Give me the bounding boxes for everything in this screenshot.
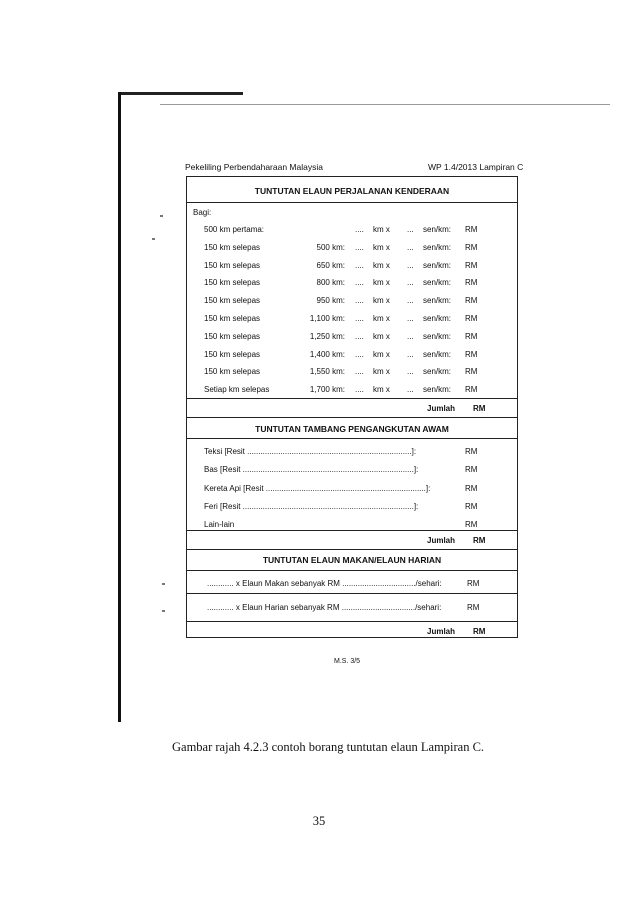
row-dots: .... [355, 349, 364, 359]
row-dots2: ... [407, 278, 414, 288]
divider [187, 549, 517, 550]
scan-speck [162, 610, 165, 612]
fare-row-label: Lain-lain [204, 520, 235, 530]
row-km: km x [373, 296, 390, 306]
row-rate: sen/km: [423, 278, 452, 288]
row-from: 1,700 km: [309, 385, 345, 395]
fare-row-label: Bas [Resit .............................................................................]: [204, 465, 419, 475]
section3-jumlah: Jumlah [427, 627, 456, 636]
row-label: Setiap km selepas [204, 385, 270, 395]
section1-jumlah-rm: RM [473, 404, 486, 413]
row-dots: .... [355, 260, 364, 270]
divider [187, 530, 517, 531]
row-dots2: ... [407, 331, 414, 341]
fare-row-rm: RM [465, 447, 478, 456]
row-label: 150 km selepas [204, 314, 261, 323]
row-rm: RM [465, 331, 478, 341]
form-page-ref: M.S. 3/5 [334, 658, 361, 665]
row-label: 150 km selepas [204, 331, 261, 341]
row-label: 150 km selepas [204, 260, 261, 270]
row-rm: RM [465, 385, 478, 395]
section2-jumlah-rm: RM [473, 536, 486, 545]
divider [187, 438, 517, 439]
row-from: 1,250 km: [309, 331, 345, 341]
row-dots2: ... [407, 314, 414, 323]
divider [187, 417, 517, 418]
row-dots: .... [355, 314, 364, 323]
fare-row-rm: RM [465, 501, 478, 511]
row-km: km x [373, 242, 390, 252]
row-km: km x [373, 225, 390, 234]
row-dots2: ... [407, 349, 414, 359]
row-rate: sen/km: [423, 296, 452, 306]
row-rate: sen/km: [423, 385, 452, 395]
allowance-row-rm: RM [467, 579, 480, 588]
row-dots2: ... [407, 385, 414, 395]
divider [187, 621, 517, 622]
row-km: km x [373, 314, 390, 323]
figure-caption: Gambar rajah 4.2.3 contoh borang tuntutan elaun Lampiran C. [172, 740, 485, 754]
scan-speck [160, 215, 163, 217]
row-km: km x [373, 367, 390, 377]
scan-edge-left [118, 92, 121, 722]
row-rate: sen/km: [423, 242, 452, 252]
row-from: 650 km: [316, 260, 345, 270]
row-rate: sen/km: [423, 225, 452, 234]
fare-row-label: Teksi [Resit ..........................................................................]: [204, 447, 417, 456]
row-rate: sen/km: [423, 331, 452, 341]
row-dots2: ... [407, 242, 414, 252]
divider [187, 570, 517, 571]
row-rm: RM [465, 242, 478, 252]
row-km: km x [373, 278, 390, 288]
scan-speck [162, 583, 165, 585]
row-from: 1,400 km: [309, 349, 345, 359]
scan-edge-line [160, 104, 610, 105]
row-label: 150 km selepas [204, 278, 261, 288]
row-rm: RM [465, 314, 478, 323]
row-from: 1,550 km: [309, 367, 345, 377]
row-rm: RM [465, 349, 478, 359]
header-right: WP 1.4/2013 Lampiran C [428, 162, 524, 172]
row-from: 950 km: [316, 296, 345, 306]
fare-row-label: Feri [Resit .............................................................................]: [204, 501, 419, 511]
fare-row-rm: RM [465, 520, 478, 530]
divider [187, 202, 517, 203]
row-dots2: ... [407, 260, 414, 270]
row-rm: RM [465, 296, 478, 306]
row-rm: RM [465, 367, 478, 377]
section1-title: TUNTUTAN ELAUN PERJALANAN KENDERAAN [254, 186, 450, 196]
row-dots: .... [355, 385, 364, 395]
row-rate: sen/km: [423, 367, 452, 377]
page-number: 35 [312, 814, 326, 828]
section3-jumlah-rm: RM [473, 627, 486, 636]
row-label: 150 km selepas [204, 242, 261, 252]
header-left: Pekeliling Perbendaharaan Malaysia [185, 162, 323, 172]
row-rate: sen/km: [423, 314, 452, 323]
row-dots2: ... [407, 367, 414, 377]
row-dots: .... [355, 225, 364, 234]
row-rate: sen/km: [423, 349, 452, 359]
row-label: 150 km selepas [204, 367, 261, 377]
divider [187, 593, 517, 594]
row-rm: RM [465, 225, 478, 234]
row-dots2: ... [407, 225, 414, 234]
row-label: 150 km selepas [204, 349, 261, 359]
section3-title: TUNTUTAN ELAUN MAKAN/ELAUN HARIAN [262, 555, 442, 565]
row-from: 1,100 km: [309, 314, 345, 323]
scan-speck [152, 238, 155, 240]
row-dots2: ... [407, 296, 414, 306]
divider [187, 398, 517, 399]
section2-title: TUNTUTAN TAMBANG PENGANGKUTAN AWAM [255, 424, 449, 434]
section2-jumlah: Jumlah [427, 536, 456, 545]
row-km: km x [373, 349, 390, 359]
row-label: 500 km pertama: [204, 225, 265, 234]
row-dots: .... [355, 278, 364, 288]
row-from: 500 km: [316, 242, 345, 252]
allowance-row-label: ............ x Elaun Makan sebanyak RM ................................./sehari: [207, 579, 442, 588]
row-dots: .... [355, 331, 364, 341]
row-km: km x [373, 331, 390, 341]
fare-row-rm: RM [465, 465, 478, 475]
allowance-row-rm: RM [467, 603, 480, 612]
row-from: 800 km: [316, 278, 345, 288]
row-rm: RM [465, 278, 478, 288]
row-rate: sen/km: [423, 260, 452, 270]
row-dots: .... [355, 367, 364, 377]
fare-row-rm: RM [465, 483, 478, 493]
fare-row-label: Kereta Api [Resit ........................................................................]: [204, 483, 431, 493]
row-rm: RM [465, 260, 478, 270]
claim-form [186, 176, 518, 638]
scan-edge-top [118, 92, 243, 95]
row-dots: .... [355, 296, 364, 306]
allowance-row-label: ............ x Elaun Harian sebanyak RM ................................./sehari: [207, 603, 442, 612]
row-dots: .... [355, 242, 364, 252]
bagi-label: Bagi: [193, 208, 212, 217]
row-km: km x [373, 260, 390, 270]
section1-jumlah: Jumlah [427, 404, 456, 413]
row-km: km x [373, 385, 390, 395]
row-label: 150 km selepas [204, 296, 261, 306]
